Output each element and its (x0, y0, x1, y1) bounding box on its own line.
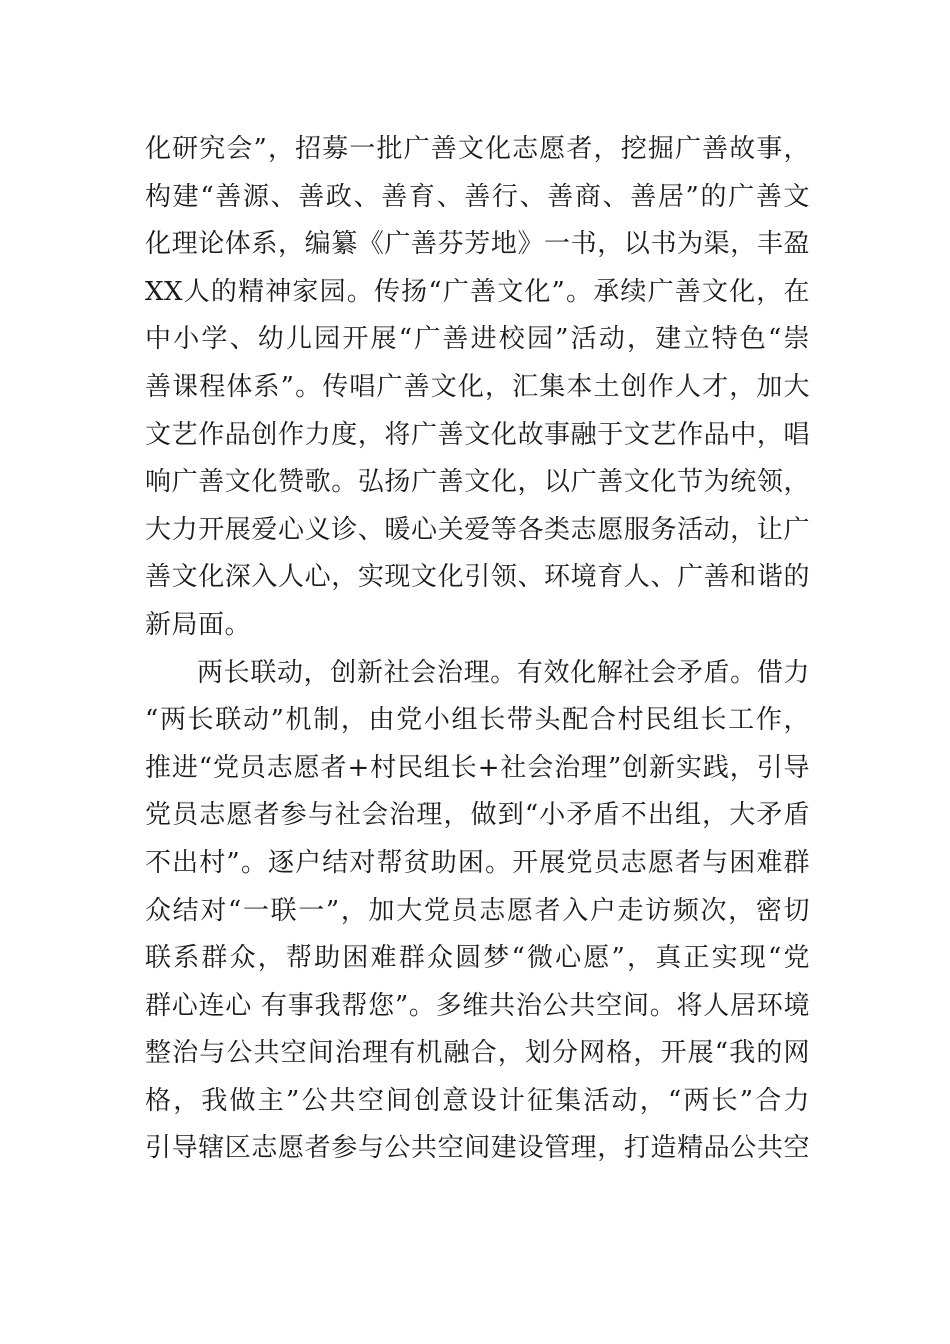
text-line: 化理论体系，编纂《广善芬芳地》一书，以书为渠，丰盈 (145, 229, 810, 260)
document-body (145, 126, 810, 1173)
text-line: 善课程体系”。传唱广善文化，汇集本土创作人才，加大 (145, 371, 810, 402)
text-line: 众结对“一联一”，加大党员志愿者入户走访频次，密切 (145, 895, 810, 926)
text-line: 化研究会”，招募一批广善文化志愿者，挖掘广善故事， (145, 134, 810, 164)
text-line: 不出村”。逐户结对帮贫助困。开展党员志愿者与困难群 (145, 847, 810, 878)
text-line: 整治与公共空间治理有机融合，划分网格，开展“我的网 (145, 1038, 810, 1069)
text-line: 善文化深入人心，实现文化引领、环境育人、广善和谐的 (145, 562, 810, 593)
text-line: 联系群众，帮助困难群众圆梦“微心愿”，真正实现“党 (145, 943, 810, 974)
text-line: 构建“善源、善政、善育、善行、善商、善居”的广善文 (145, 181, 810, 212)
paragraph-guangshan-culture (145, 126, 810, 650)
text-line: 推进“党员志愿者+村民组长+社会治理”创新实践，引导 (145, 752, 810, 783)
text-line: XX人的精神家园。传扬“广善文化”。承续广善文化，在 (145, 276, 810, 307)
text-line: 党员志愿者参与社会治理，做到“小矛盾不出组，大矛盾 (145, 800, 810, 831)
text-line: 响广善文化赞歌。弘扬广善文化，以广善文化节为统领， (145, 467, 810, 498)
paragraph-social-governance (145, 650, 810, 1174)
text-line: 文艺作品创作力度，将广善文化故事融于文艺作品中，唱 (145, 419, 810, 450)
text-line: 格，我做主”公共空间创意设计征集活动，“两长”合力 (145, 1085, 810, 1116)
text-line: 中小学、幼儿园开展“广善进校园”活动，建立特色“崇 (145, 324, 810, 355)
text-line: “两长联动”机制，由党小组长带头配合村民组长工作， (145, 705, 810, 736)
text-line: 引导辖区志愿者参与公共空间建设管理，打造精品公共空 (145, 1133, 810, 1164)
text-line: 两长联动，创新社会治理。有效化解社会矛盾。借力 (197, 657, 810, 688)
text-line: 大力开展爱心义诊、暖心关爱等各类志愿服务活动，让广 (145, 514, 810, 545)
text-line: 群心连心 有事我帮您”。多维共治公共空间。将人居环境 (145, 990, 810, 1021)
text-line: 新局面。 (145, 609, 252, 640)
